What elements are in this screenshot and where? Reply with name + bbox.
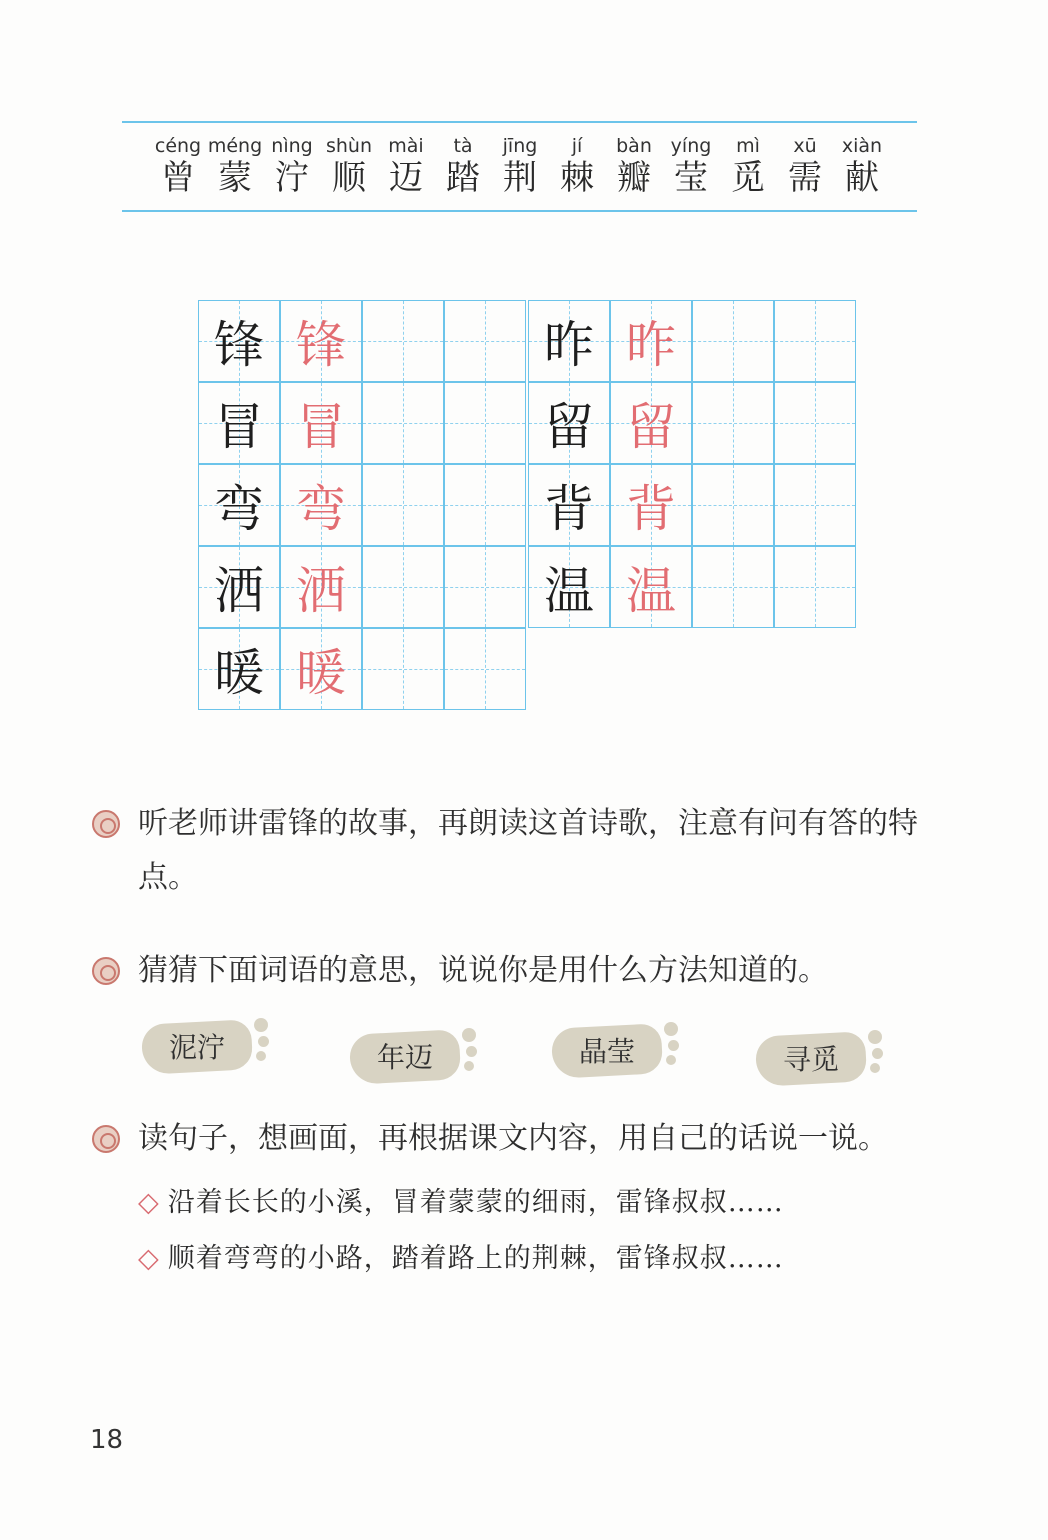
sentence-text: 沿着长长的小溪，冒着蒙蒙的细雨，雷锋叔叔…… (167, 1187, 784, 1218)
toe-icon (254, 1018, 268, 1032)
grid-cell: 洒 (280, 546, 362, 628)
spiral-badge-icon (92, 957, 120, 985)
grid-cell: 洒 (198, 546, 280, 628)
footprint-word-card (142, 1014, 262, 1078)
toe-icon (258, 1036, 269, 1047)
grid-cell: 暖 (198, 628, 280, 710)
grid-cell: 冒 (280, 382, 362, 464)
toe-icon (464, 1061, 474, 1071)
toe-icon (462, 1028, 476, 1042)
char-item: xiàn 献 (841, 135, 883, 198)
char-item: yíng 莹 (670, 135, 712, 198)
grid-cell (692, 464, 774, 546)
grid-cell: 冒 (198, 382, 280, 464)
grid-cell: 弯 (198, 464, 280, 546)
footprint-word-card (350, 1024, 470, 1088)
grid-cell: 昨 (610, 300, 692, 382)
word-label: 寻觅 (782, 1043, 839, 1076)
grid-cell (774, 300, 856, 382)
grid-cell: 昨 (528, 300, 610, 382)
char-item: tà 踏 (446, 135, 480, 198)
toe-icon (668, 1040, 679, 1051)
grid-cell (774, 546, 856, 628)
grid-cell: 暖 (280, 628, 362, 710)
grid-cell: 锋 (198, 300, 280, 382)
diamond-bullet-icon: ◇ (138, 1187, 160, 1218)
char-item: céng 曾 (154, 135, 202, 198)
footprint-word-card (756, 1026, 876, 1090)
toe-icon (664, 1022, 678, 1036)
grid-cell: 弯 (280, 464, 362, 546)
example-sentence (138, 1236, 784, 1275)
char-item: shùn 顺 (325, 135, 373, 198)
grid-cell: 背 (610, 464, 692, 546)
char-item: nìng 泞 (271, 135, 313, 198)
page-number: 18 (90, 1425, 124, 1455)
grid-cell (362, 300, 444, 382)
grid-cell (692, 300, 774, 382)
toe-icon (666, 1055, 676, 1065)
diamond-bullet-icon: ◇ (138, 1243, 160, 1274)
grid-cell (444, 628, 526, 710)
word-label: 泥泞 (168, 1031, 225, 1064)
grid-cell (444, 300, 526, 382)
sentence-text: 顺着弯弯的小路，踏着路上的荆棘，雷锋叔叔…… (167, 1243, 784, 1274)
example-sentence (138, 1180, 784, 1219)
grid-cell (692, 546, 774, 628)
task-read-poem (92, 797, 952, 905)
grid-cell (362, 628, 444, 710)
grid-cell (362, 382, 444, 464)
spiral-badge-icon (92, 1125, 120, 1153)
task-retell (92, 1112, 952, 1166)
grid-cell: 温 (610, 546, 692, 628)
bottom-rule (122, 210, 917, 212)
task-guess-words (92, 944, 952, 998)
char-item: méng 蒙 (207, 135, 263, 198)
grid-cell (692, 382, 774, 464)
grid-cell (362, 464, 444, 546)
grid-cell (444, 464, 526, 546)
grid-cell (774, 464, 856, 546)
toe-icon (870, 1063, 880, 1073)
grid-cell: 背 (528, 464, 610, 546)
grid-cell (774, 382, 856, 464)
grid-cell: 留 (528, 382, 610, 464)
grid-cell: 留 (610, 382, 692, 464)
char-item: jīng 荆 (502, 135, 538, 198)
char-item: mì 觅 (731, 135, 765, 198)
grid-cell: 锋 (280, 300, 362, 382)
char-item: bàn 瓣 (616, 135, 652, 198)
toe-icon (256, 1051, 266, 1061)
toe-icon (466, 1046, 477, 1057)
word-label: 晶莹 (578, 1035, 635, 1068)
char-item: jí 棘 (560, 135, 594, 198)
task-text: 听老师讲雷锋的故事，再朗读这首诗歌，注意有问有答的特点。 (138, 806, 918, 895)
char-item: xū 需 (788, 135, 822, 198)
top-rule (122, 121, 917, 123)
grid-cell (444, 382, 526, 464)
toe-icon (868, 1030, 882, 1044)
task-text: 读句子，想画面，再根据课文内容，用自己的话说一说。 (138, 1121, 888, 1156)
grid-cell: 温 (528, 546, 610, 628)
toe-icon (872, 1048, 883, 1059)
new-characters-row (150, 133, 890, 197)
task-text: 猜猜下面词语的意思，说说你是用什么方法知道的。 (138, 953, 828, 988)
grid-cell (444, 546, 526, 628)
spiral-badge-icon (92, 810, 120, 838)
footprint-word-card (552, 1018, 672, 1082)
word-label: 年迈 (376, 1041, 433, 1074)
grid-cell (362, 546, 444, 628)
char-item: mài 迈 (388, 135, 424, 198)
